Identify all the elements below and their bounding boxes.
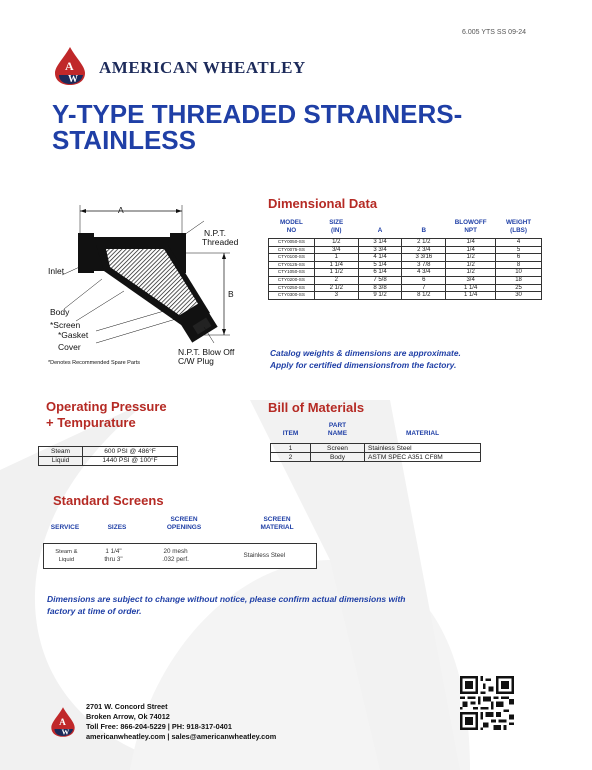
table-row: Liquid 1440 PSI @ 100°F	[39, 456, 178, 466]
body-label: Body	[50, 307, 70, 317]
catalog-note	[270, 347, 461, 371]
npt-threaded-label-2: Threaded	[202, 237, 239, 247]
table-row: Steam 600 PSI @ 486°F	[39, 447, 178, 457]
inlet-label: Inlet	[48, 266, 65, 276]
col-size: SIZE (IN)	[329, 219, 344, 234]
col-service: SERVICE	[50, 523, 80, 531]
footer-logo-letter-w: W	[61, 727, 70, 737]
spare-parts-note: *Denotes Recommended Spare Parts	[48, 360, 141, 366]
catalog-note-line-1: Catalog weights & dimensions are approximate.	[270, 348, 461, 358]
phone-numbers: Toll Free: 866-204-5229 | PH: 918-317-0401	[86, 722, 232, 731]
table-row: CTY0250-SS 2 1/2 8 3/8 7 1 1/4 25	[269, 284, 542, 292]
table-row: CTY0200-SS 2 7 5/8 6 3/4 18	[269, 276, 542, 284]
qr-code-icon[interactable]	[460, 676, 514, 730]
operating-pressure-heading: Operating Pressure + Tempurature	[46, 399, 167, 430]
col-sizes: SIZES	[107, 523, 127, 531]
col-openings: SCREEN OPENINGS	[166, 516, 202, 531]
col-model: MODEL NO	[280, 219, 303, 234]
table-row: CTY0300-SS 3 9 1/2 8 1/2 1 1/4 30	[269, 292, 542, 300]
table-row: 2 Body ASTM SPEC A351 CF8M	[271, 453, 481, 462]
blowoff-label-2: C/W Plug	[178, 356, 214, 366]
title-line-1: Y-TYPE THREADED STRAINERS-	[52, 99, 463, 129]
standard-screens-row	[43, 543, 317, 569]
col-item: ITEM	[282, 429, 299, 437]
col-b: B	[421, 226, 427, 234]
blowoff-label-1: N.P.T. Blow Off	[178, 347, 235, 357]
npt-threaded-label-1: N.P.T.	[204, 228, 227, 238]
col-screen-material: SCREEN MATERIAL	[260, 516, 294, 531]
dimensional-data-table	[268, 219, 542, 300]
document-code: 6.005 YTS SS 09-24	[462, 29, 527, 36]
col-a: A	[377, 226, 383, 234]
standard-screens-heading: Standard Screens	[53, 493, 164, 508]
footer-logo-letter-a: A	[59, 718, 66, 729]
openings-cell: 20 mesh .032 perf.	[162, 548, 189, 563]
logo-letter-w: W	[68, 74, 78, 85]
sizes-cell: 1 1/4" thru 3"	[104, 548, 123, 563]
gasket-label: *Gasket	[58, 330, 89, 340]
col-blowoff: BLOWOFF NPT	[454, 219, 487, 234]
page-title	[52, 101, 552, 153]
table-row: 1 Screen Stainless Steel	[271, 444, 481, 453]
dimension-a-label: A	[118, 205, 124, 215]
col-material: MATERIAL	[405, 429, 440, 437]
standard-screens-header	[38, 516, 328, 531]
cover-label: Cover	[58, 342, 81, 352]
table-row: CTY1050-SS 1 1/2 6 1/4 4 3/4 1/2 10	[269, 269, 542, 277]
operating-pressure-table	[38, 446, 178, 466]
address-city: Broken Arrow, Ok 74012	[86, 712, 170, 721]
table-row: CTY0075-SS 3/4 3 3/4 2 3/4 1/4 5	[269, 246, 542, 254]
col-weight: WEIGHT (LBS)	[505, 219, 532, 234]
dimension-b-label: B	[228, 289, 234, 299]
service-cell: Steam & Liquid	[55, 549, 78, 563]
table-row: CTY0050-SS 1/2 3 1/4 2 1/2 1/4 4	[269, 239, 542, 247]
logo-letter-a: A	[65, 59, 74, 73]
dimensional-data-heading: Dimensional Data	[268, 196, 378, 211]
strainer-drawing	[44, 195, 274, 375]
company-address	[86, 702, 276, 742]
web-email-links[interactable]: americanwheatley.com | sales@americanwheatley.com	[86, 732, 277, 741]
table-row: CTY0100-SS 1 4 1/4 3 3/16 1/2 6	[269, 254, 542, 262]
bill-of-materials-table	[270, 422, 481, 462]
col-part-name: PART NAME	[327, 422, 348, 437]
material-cell: Stainless Steel	[243, 552, 286, 559]
address-street: 2701 W. Concord Street	[86, 702, 168, 711]
footer-logo	[49, 706, 77, 738]
bill-of-materials-heading: Bill of Materials	[268, 400, 365, 415]
american-wheatley-logo	[52, 46, 88, 86]
disclaimer: Dimensions are subject to change without notice, please confirm actual dimensions with factory at time of order.	[47, 594, 406, 616]
title-line-2: STAINLESS	[52, 125, 196, 155]
table-row: CTY0125-SS 1 1/4 5 1/4 3 7/8 1/2 8	[269, 261, 542, 269]
catalog-note-line-2: Apply for certified dimensionsfrom the factory.	[270, 360, 457, 370]
brand-name: AMERICAN WHEATLEY	[99, 58, 306, 77]
screen-label: *Screen	[50, 320, 81, 330]
